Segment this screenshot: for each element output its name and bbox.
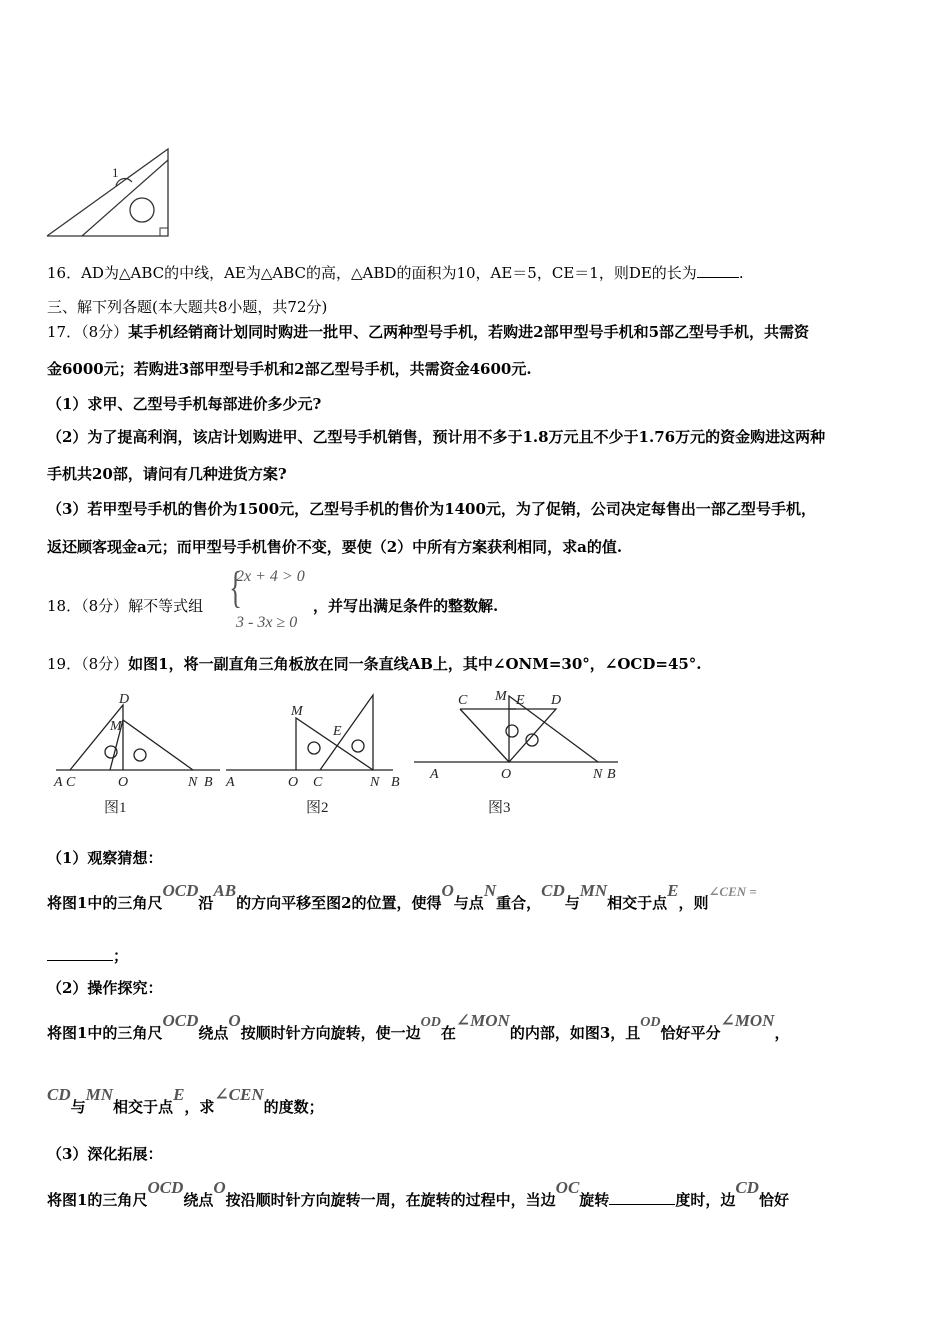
svg-text:O: O bbox=[118, 775, 129, 790]
triangle-outline bbox=[47, 149, 168, 236]
figure-1 bbox=[56, 705, 220, 770]
q17-line1: 17．（8分）某手机经销商计划同时购进一批甲、乙两种型号手机，若购进2部甲型号手机和5部乙型号手机，共需资 bbox=[47, 323, 810, 341]
svg-text:C: C bbox=[66, 775, 76, 790]
figure-2-caption: 图2 bbox=[306, 800, 329, 816]
svg-text:E: E bbox=[333, 724, 342, 739]
svg-text:B: B bbox=[391, 775, 400, 790]
svg-text:M: M bbox=[291, 704, 303, 719]
svg-text:B: B bbox=[204, 775, 213, 790]
q19-part2-line2: CD与MN相交于点E，求∠CEN的度数； bbox=[47, 1085, 324, 1116]
q19-part1-title: （1）观察猜想： bbox=[47, 849, 163, 867]
inner-line bbox=[82, 160, 168, 236]
svg-text:A: A bbox=[54, 775, 63, 790]
section-title: 三、解下列各题(本大题共8小题，共72分) bbox=[47, 298, 328, 316]
q19-part2-title: （2）操作探究： bbox=[47, 979, 163, 997]
q19-part1-line: 将图1中的三角尺OCD沿AB的方向平移至图2的位置，使得O与点N重合，CD与MN相交于点E，则∠CEN = bbox=[47, 881, 757, 912]
svg-text:C: C bbox=[458, 693, 468, 708]
svg-text:D: D bbox=[551, 693, 562, 708]
svg-text:N: N bbox=[593, 767, 603, 782]
q18-suffix: ，并写出满足条件的整数解. bbox=[313, 597, 499, 615]
q18-eq1: 2x + 4 > 0 bbox=[236, 568, 305, 585]
svg-text:B: B bbox=[607, 767, 616, 782]
q16: 16．AD为△ABC的中线，AE为△ABC的高，△ABD的面积为10，AE＝5，CE＝1，则DE的长为 . bbox=[47, 264, 744, 282]
svg-text:O: O bbox=[501, 767, 512, 782]
q17-part2-line1: （2）为了提高利润，该店计划购进甲、乙型号手机销售，预计用不多于1.8万元且不少于1.76万元的资金购进这两种 bbox=[47, 428, 826, 446]
svg-text:M: M bbox=[110, 719, 122, 734]
q17-part3-line1: （3）若甲型号手机的售价为1500元，乙型号手机的售价为1400元，为了促销，公司决定每售出一部乙型号手机， bbox=[47, 500, 816, 518]
q19-part3-title: （3）深化拓展： bbox=[47, 1145, 163, 1163]
q19-part1-blank[interactable] bbox=[47, 946, 113, 961]
svg-text:O: O bbox=[288, 775, 299, 790]
q17-line2: 金6000元；若购进3部甲型号手机和2部乙型号手机，共需资金4600元. bbox=[47, 360, 532, 378]
q19-part3-line: 将图1的三角尺OCD绕点O按沿顺时针方向旋转一周，在旋转的过程中，当边OC旋转 度时，边CD恰好 bbox=[47, 1178, 789, 1209]
svg-text:C: C bbox=[313, 775, 323, 790]
figure-2-labels bbox=[225, 704, 400, 790]
q19-part2-line1: 将图1中的三角尺OCD绕点O按顺时针方向旋转，使一边OD在∠MON的内部，如图3，且OD恰好平分∠MON， bbox=[47, 1011, 790, 1042]
q17-part2-line2: 手机共20部，请问有几种进货方案? bbox=[47, 465, 287, 483]
svg-text:N: N bbox=[370, 775, 380, 790]
svg-text:A: A bbox=[226, 775, 235, 790]
system-brace: { bbox=[229, 563, 242, 612]
svg-text:A: A bbox=[430, 767, 439, 782]
figure-1-labels bbox=[53, 692, 213, 790]
q19-part1-answer: ； bbox=[47, 945, 128, 966]
q19-part3-blank[interactable] bbox=[609, 1190, 675, 1205]
angle-label: 1 bbox=[112, 165, 119, 180]
inner-circle bbox=[130, 198, 154, 222]
q17-part3-line2: 返还顾客现金a元；而甲型号手机售价不变，要使（2）中所有方案获利相同，求a的值. bbox=[47, 538, 623, 556]
svg-text:M: M bbox=[495, 689, 507, 704]
q19-figures bbox=[48, 688, 628, 820]
top-figure bbox=[44, 146, 174, 240]
q18-prefix: 18．（8分）解不等式组 bbox=[47, 597, 204, 615]
figure-2 bbox=[226, 695, 393, 770]
svg-text:N: N bbox=[188, 775, 198, 790]
right-angle-mark bbox=[160, 228, 168, 236]
figure-3-caption: 图3 bbox=[488, 800, 511, 816]
svg-text:E: E bbox=[516, 693, 525, 708]
figure-1-caption: 图1 bbox=[104, 800, 127, 816]
q17-part1: （1）求甲、乙型号手机每部进价多少元? bbox=[47, 395, 322, 413]
svg-text:D: D bbox=[119, 692, 130, 707]
q18-eq2: 3 - 3x ≥ 0 bbox=[236, 614, 298, 631]
q19-intro: 19．（8分）如图1，将一副直角三角板放在同一条直线AB上，其中∠ONM=30°，∠OCD=45°. bbox=[47, 655, 702, 673]
q16-answer-blank[interactable] bbox=[697, 263, 739, 278]
figure-3-labels bbox=[429, 689, 616, 782]
